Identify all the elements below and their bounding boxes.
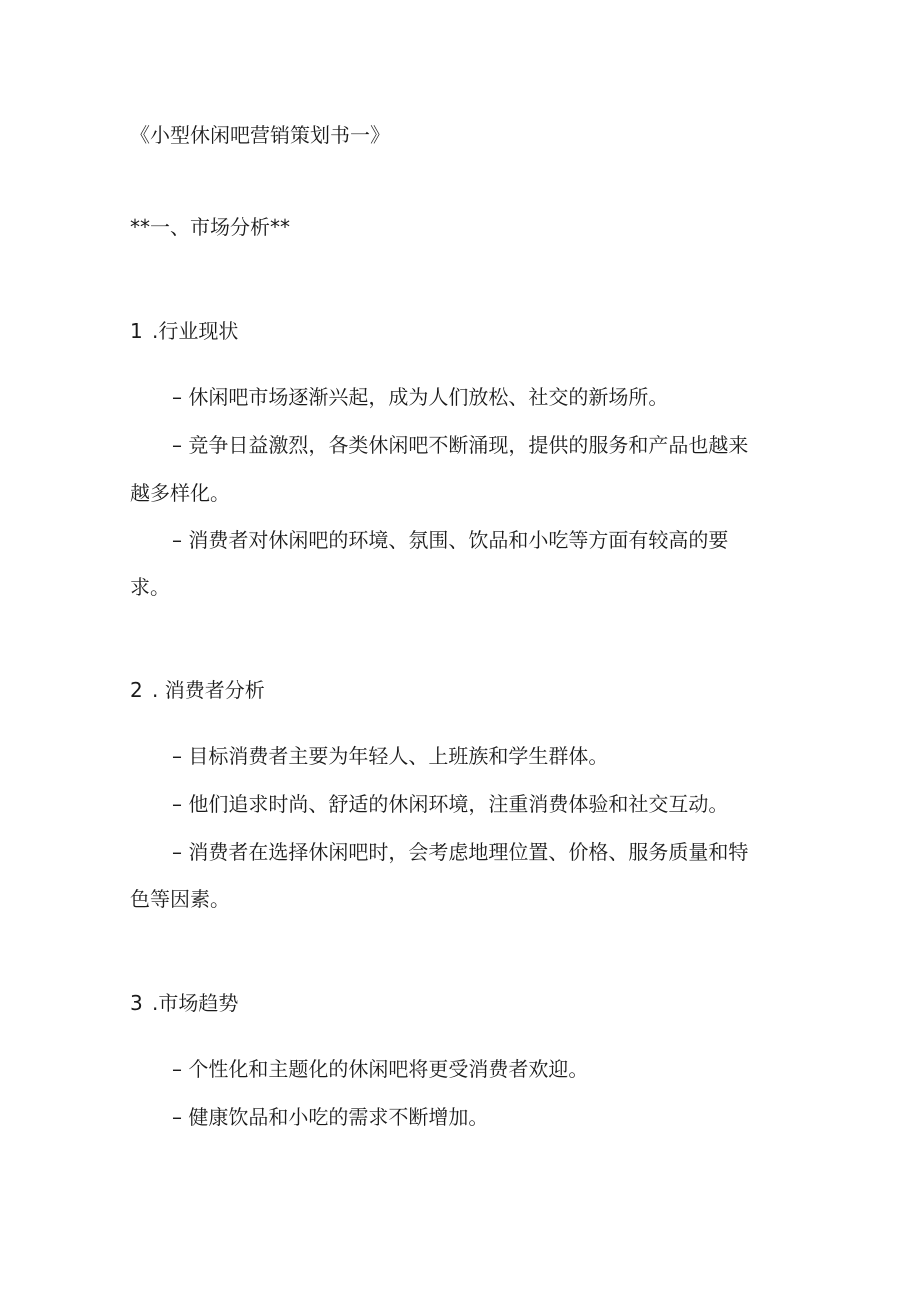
subsection-label: .市场趋势: [152, 991, 239, 1015]
subsection-label: . 消费者分析: [152, 678, 265, 702]
subsection-heading-consumer-analysis: [130, 677, 770, 703]
subsection-number: 3: [130, 991, 143, 1015]
bullet-item: – 他们追求时尚、舒适的休闲环境，注重消费体验和社交互动。: [172, 792, 729, 816]
subsection-number: 1: [130, 319, 143, 343]
bullet-item-continuation: 越多样化。: [130, 481, 230, 505]
bullet-item-continuation: 色等因素。: [130, 887, 230, 911]
subsection-number: 2: [130, 678, 143, 702]
bullet-item: – 健康饮品和小吃的需求不断增加。: [172, 1105, 489, 1129]
subsection-label: .行业现状: [152, 319, 239, 343]
subsection-heading-market-trends: [130, 990, 770, 1016]
bullet-item: – 休闲吧市场逐渐兴起，成为人们放松、社交的新场所。: [172, 385, 669, 409]
document-title: 《小型休闲吧营销策划书一》: [130, 123, 390, 147]
section-heading-market-analysis: **一、市场分析**: [130, 215, 290, 239]
bullet-item: – 竞争日益激烈，各类休闲吧不断涌现，提供的服务和产品也越来: [172, 433, 749, 457]
subsection-heading-industry-status: [130, 318, 770, 344]
bullet-item: – 消费者在选择休闲吧时，会考虑地理位置、价格、服务质量和特: [172, 840, 749, 864]
bullet-item-continuation: 求。: [130, 575, 170, 599]
bullet-item: – 个性化和主题化的休闲吧将更受消费者欢迎。: [172, 1057, 589, 1081]
bullet-item: – 消费者对休闲吧的环境、氛围、饮品和小吃等方面有较高的要: [172, 528, 729, 552]
bullet-item: – 目标消费者主要为年轻人、上班族和学生群体。: [172, 744, 609, 768]
